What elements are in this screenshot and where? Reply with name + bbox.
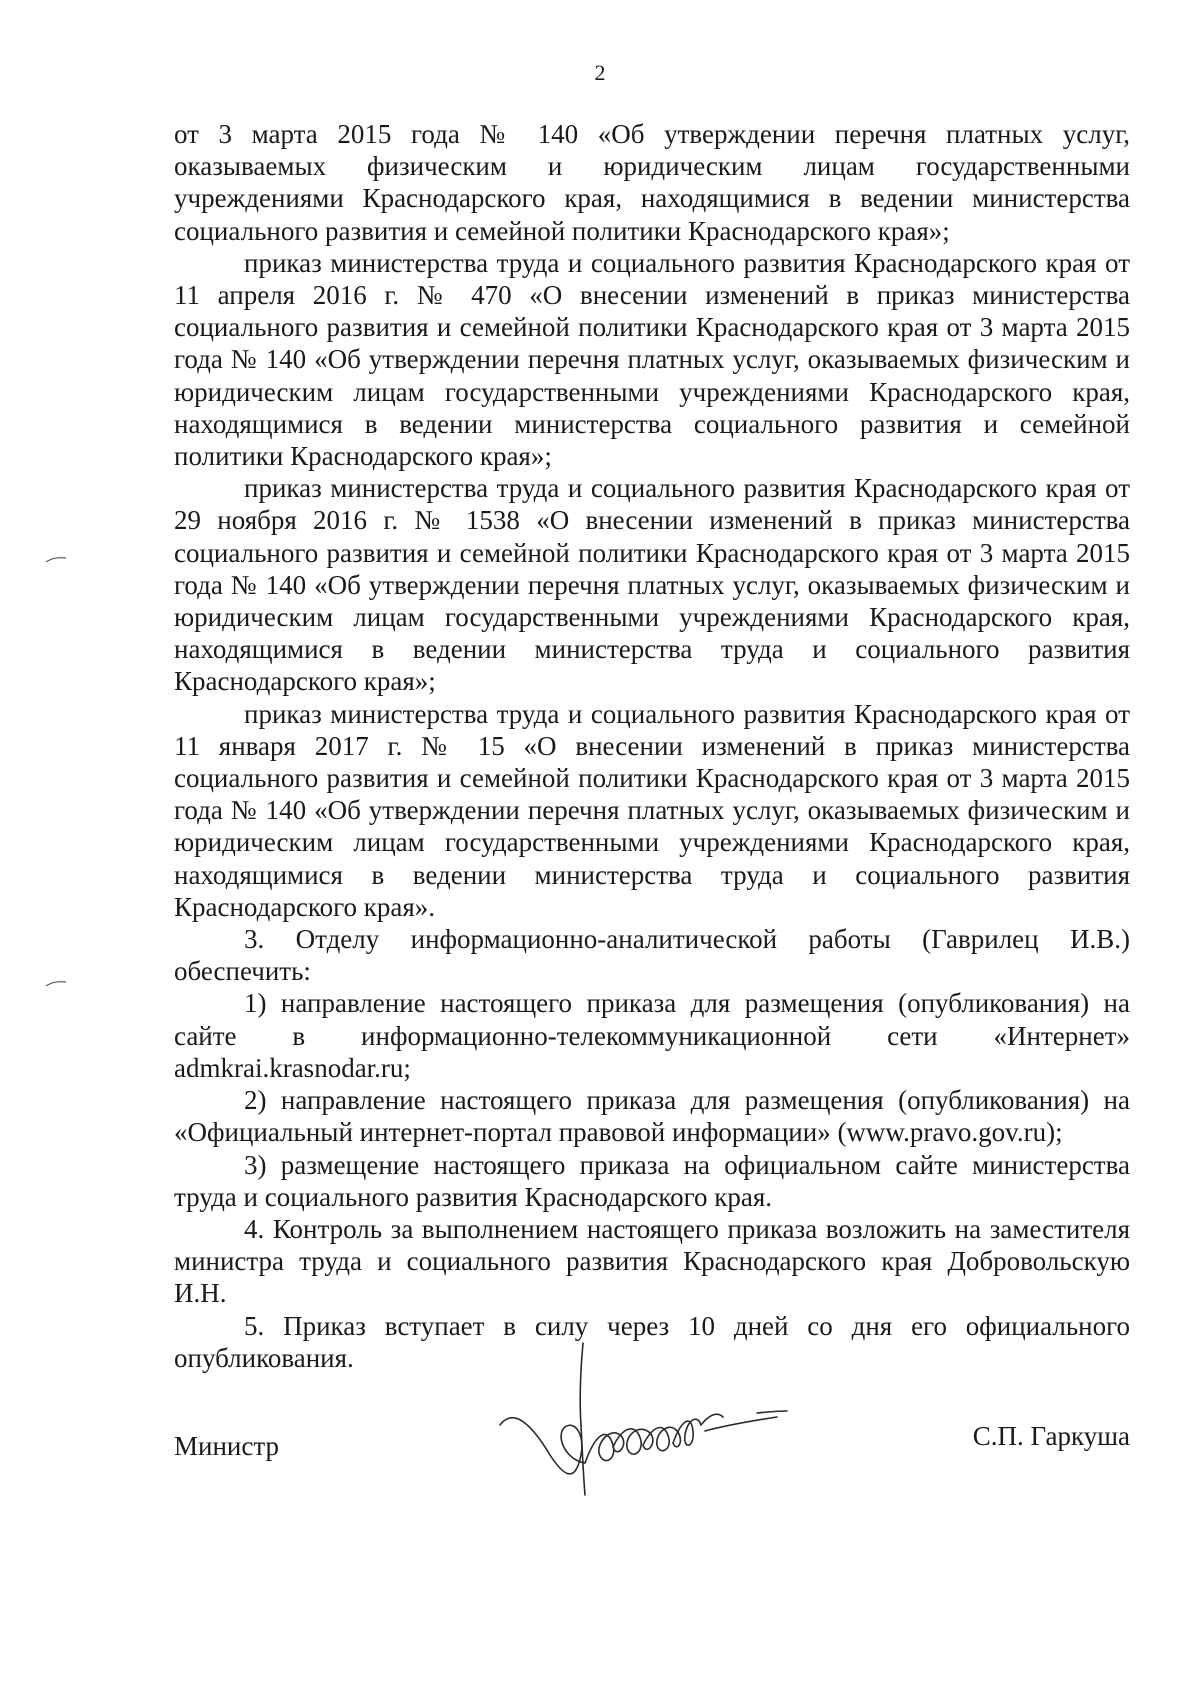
paragraph-continuation: от 3 марта 2015 года № 140 «Об утверждении перечня платных услуг, оказываемых физическим и юридическим лицам государственными учреждениями Краснодарского края, находящимися в ведении министерства социального развития и семейной политики Краснодарского края»; [174,119,1130,246]
paragraph-subitem-2: 2) направление настоящего приказа для размещения (опубликования) на «Официальный интернет-портал правовой информации» (www.pravo.gov.ru); [174,1085,1130,1148]
paragraph-order-november-2016: приказ министерства труда и социального развития Краснодарского края от 29 ноября 2016 г. № 1538 «О внесении изменений в приказ министерства социального развития и семейной политики Краснодарского края от 3 марта 2015 года № 140 «Об утверждении перечня платных услуг, оказываемых физическим и юридическим лицам государственными учреждениями Краснодарского края, находящимися в ведении министерства труда и социального развития Краснодарского края»; [174,473,1130,697]
paragraph-item-4: 4. Контроль за выполнением настоящего приказа возложить на заместителя министра труда и социального развития Краснодарского края Добровольскую И.Н. [174,1213,1130,1309]
margin-mark-upper [44,552,68,568]
signatory-position: Министр [174,1431,279,1461]
paragraph-item-5: 5. Приказ вступает в силу через 10 дней со дня его официального опубликования. [174,1310,1130,1373]
page-number: 2 [594,60,606,85]
document-body [174,118,1130,1374]
paragraph-order-april-2016: приказ министерства труда и социального развития Краснодарского края от 11 апреля 2016 г. № 470 «О внесении изменений в приказ министерства социального развития и семейной политики Краснодарского края от 3 марта 2015 года № 140 «Об утверждении перечня платных услуг, оказываемых физическим и юридическим лицам государственными учреждениями Краснодарского края, находящимися в ведении министерства социального развития и семейной политики Краснодарского края»; [174,247,1130,472]
paragraph-item-3: 3. Отделу информационно-аналитической работы (Гаврилец И.В.) обеспечить: [174,924,1130,987]
signature-block [174,1420,1130,1480]
paragraph-order-january-2017: приказ министерства труда и социального развития Краснодарского края от 11 января 2017 г. № 15 «О внесении изменений в приказ министерства социального развития и семейной политики Краснодарского края от 3 марта 2015 года № 140 «Об утверждении перечня платных услуг, оказываемых физическим и юридическим лицам государственными учреждениями Краснодарского края, находящимися в ведении министерства труда и социального развития Краснодарского края». [174,698,1130,922]
paragraph-subitem-3: 3) размещение настоящего приказа на официальном сайте министерства труда и социального развития Краснодарского края. [174,1149,1130,1212]
paragraph-subitem-1: 1) направление настоящего приказа для размещения (опубликования) на сайте в информационно-телекоммуникационной сети «Интернет» admkrai.krasnodar.ru; [174,988,1130,1083]
margin-mark-lower [44,976,68,992]
signatory-name: С.П. Гаркуша [972,1421,1130,1451]
